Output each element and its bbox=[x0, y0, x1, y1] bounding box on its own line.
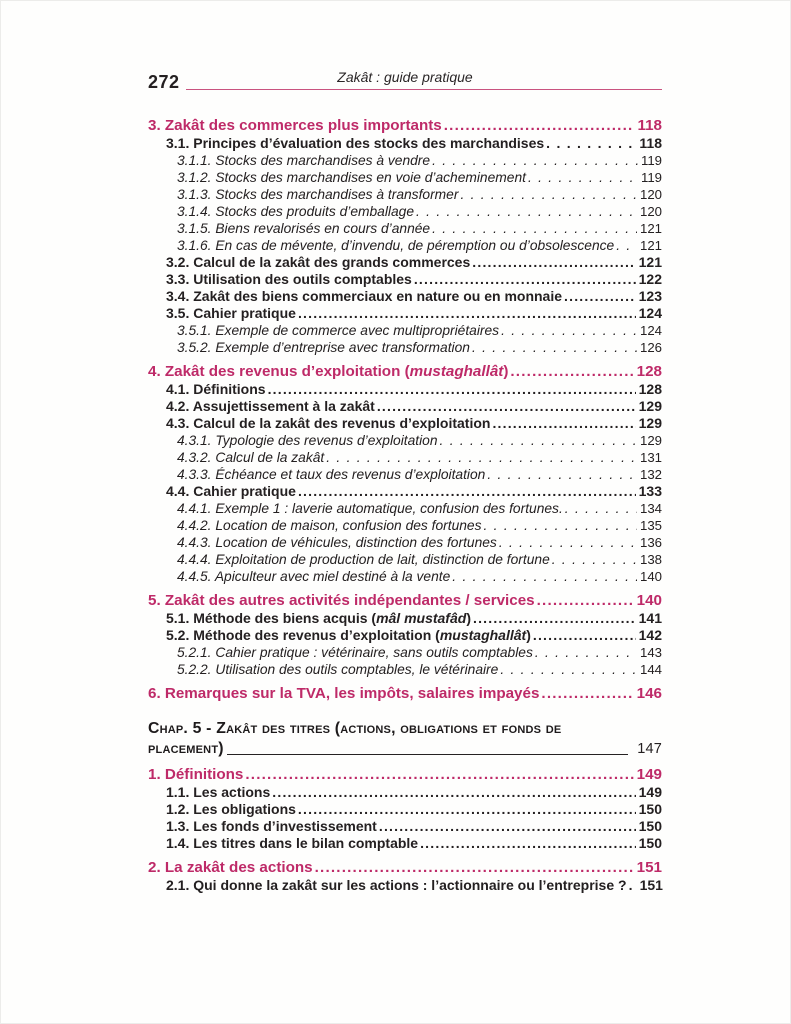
chapter-heading-label: placement) bbox=[148, 740, 224, 757]
toc-entry-label bbox=[166, 135, 544, 152]
toc-entry-page: 128 bbox=[636, 363, 662, 380]
toc-entry-label bbox=[166, 784, 270, 801]
toc-entry-page: 123 bbox=[638, 288, 662, 304]
toc-entry-page: 118 bbox=[637, 117, 662, 134]
toc-entry-label bbox=[166, 271, 412, 288]
toc-entry-page: 119 bbox=[640, 153, 662, 168]
toc-entry-label bbox=[166, 305, 296, 322]
dot-leader bbox=[616, 237, 637, 254]
dot-leader bbox=[472, 254, 635, 271]
toc-entry-label bbox=[177, 449, 324, 466]
toc-entry-text: 4.4. Cahier pratique bbox=[166, 483, 296, 499]
toc-entry-label bbox=[166, 610, 471, 627]
toc-entry-page: 138 bbox=[639, 552, 662, 567]
toc-entry bbox=[148, 288, 662, 305]
toc-entry-text: 3.1.5. Biens revalorisés en cours d’année bbox=[177, 221, 431, 236]
toc-entry bbox=[148, 186, 662, 203]
toc-entry bbox=[148, 237, 662, 254]
toc-entry-text: 4.3.2. Calcul de la zakât bbox=[177, 450, 325, 465]
dot-leader bbox=[440, 432, 637, 449]
toc-entry-page: 120 bbox=[639, 204, 662, 219]
toc-entry-italic-term: mustaghallât bbox=[409, 363, 504, 380]
toc-entry-text: 4.3.3. Échéance et taux des revenus d’exploitation bbox=[177, 467, 486, 482]
toc-entry-page: 129 bbox=[639, 433, 662, 448]
toc-entry bbox=[148, 877, 662, 894]
toc-entry-label bbox=[148, 116, 442, 135]
toc-entry-label bbox=[166, 483, 296, 500]
toc-entry-text: 4. Zakât des revenus d’exploitation ( bbox=[148, 363, 410, 380]
toc-entry-label bbox=[177, 169, 526, 186]
dot-leader bbox=[377, 398, 636, 415]
dot-leader bbox=[326, 449, 637, 466]
toc-entry-text: 1.4. Les titres dans le bilan comptable bbox=[166, 835, 419, 851]
toc-entry-text: 5.2. Méthode des revenus d’exploitation ( bbox=[166, 627, 440, 643]
toc-entry-page: 146 bbox=[636, 685, 662, 702]
toc-entry-page: 121 bbox=[639, 221, 662, 236]
toc-entry bbox=[148, 534, 662, 551]
toc-entry bbox=[148, 220, 662, 237]
toc-entry-text: 3. Zakât des commerces plus importants bbox=[148, 117, 442, 134]
toc-entry-label bbox=[166, 398, 375, 415]
toc-entry-label bbox=[177, 237, 614, 254]
toc-entry-text: 5.1. Méthode des biens acquis ( bbox=[166, 610, 377, 626]
toc-entry-label bbox=[177, 500, 563, 517]
toc-entry bbox=[148, 135, 662, 152]
toc-entry-label bbox=[166, 627, 531, 644]
dot-leader bbox=[629, 877, 637, 894]
dot-leader bbox=[315, 858, 634, 877]
dot-leader bbox=[533, 627, 636, 644]
toc-entry bbox=[148, 432, 662, 449]
toc-entry-text: 4.4.5. Apiculteur avec miel destiné à la vente bbox=[177, 569, 451, 584]
toc-entry-page: 131 bbox=[639, 450, 662, 465]
toc-entry-page: 133 bbox=[638, 483, 662, 499]
toc-entry-label bbox=[148, 362, 508, 381]
dot-leader bbox=[552, 551, 637, 568]
toc-entry bbox=[148, 305, 662, 322]
toc-entry-label bbox=[177, 203, 414, 220]
toc-entry-page: 136 bbox=[639, 535, 662, 550]
toc-entry-label bbox=[148, 684, 539, 703]
toc-entry-page: 129 bbox=[638, 415, 662, 431]
dot-leader bbox=[537, 591, 634, 610]
dot-leader bbox=[432, 152, 638, 169]
toc-entry-label bbox=[148, 765, 243, 784]
toc-entry-text: 3.5. Cahier pratique bbox=[166, 305, 296, 321]
toc-entry-page: 150 bbox=[638, 801, 662, 817]
dot-leader bbox=[268, 381, 636, 398]
toc-entry-page: 144 bbox=[639, 662, 662, 677]
toc-entry-page: 124 bbox=[638, 305, 662, 321]
toc-entry-text: 3.4. Zakât des biens commerciaux en nature ou en monnaie bbox=[166, 288, 563, 304]
toc-entry bbox=[148, 271, 662, 288]
toc-entry-label bbox=[177, 517, 482, 534]
toc-entry-label bbox=[177, 644, 533, 661]
dot-leader bbox=[452, 568, 637, 585]
dot-leader bbox=[492, 415, 635, 432]
toc-entry-text: 6. Remarques sur la TVA, les impôts, salaires impayés bbox=[148, 685, 540, 702]
dot-leader bbox=[298, 305, 636, 322]
dot-leader bbox=[528, 169, 638, 186]
toc-entry bbox=[148, 116, 662, 135]
toc-entry bbox=[148, 500, 662, 517]
toc-entry-text-after: ) bbox=[466, 610, 471, 626]
dot-leader bbox=[379, 818, 636, 835]
toc-entry-page: 129 bbox=[638, 398, 662, 414]
dot-leader bbox=[245, 765, 633, 784]
toc-entry-page: 120 bbox=[639, 187, 662, 202]
toc-entry-text: 3.5.1. Exemple de commerce avec multipropriétaires bbox=[177, 323, 500, 338]
toc-entry-label bbox=[177, 152, 430, 169]
toc-entry-text: 1.2. Les obligations bbox=[166, 801, 296, 817]
table-of-contents bbox=[148, 110, 662, 894]
toc-entry bbox=[148, 415, 662, 432]
toc-entry-text: 5.2.1. Cahier pratique : vétérinaire, sans outils comptables bbox=[177, 645, 533, 660]
dot-leader bbox=[420, 835, 636, 852]
dot-leader bbox=[546, 135, 636, 152]
toc-entry-text: 1.3. Les fonds d’investissement bbox=[166, 818, 377, 834]
toc-entry bbox=[148, 627, 662, 644]
toc-entry-page: 121 bbox=[638, 254, 662, 270]
toc-entry-label bbox=[148, 591, 535, 610]
toc-entry-page: 147 bbox=[637, 741, 662, 757]
toc-entry-text: 5. Zakât des autres activités indépendantes / services bbox=[148, 592, 535, 609]
toc-entry-text: 3.3. Utilisation des outils comptables bbox=[166, 271, 412, 287]
toc-entry-page: 141 bbox=[638, 610, 662, 626]
toc-entry-text: 3.1. Principes d’évaluation des stocks des marchandises bbox=[166, 135, 545, 151]
toc-entry-page: 140 bbox=[639, 569, 662, 584]
toc-entry bbox=[148, 818, 662, 835]
toc-entry bbox=[148, 398, 662, 415]
toc-entry-label bbox=[166, 415, 490, 432]
toc-entry-page: 119 bbox=[640, 170, 662, 185]
toc-entry bbox=[148, 835, 662, 852]
dot-leader bbox=[414, 271, 636, 288]
toc-entry-text: 1. Définitions bbox=[148, 766, 244, 783]
toc-entry-page: 121 bbox=[639, 238, 662, 253]
toc-entry-page: 122 bbox=[638, 271, 662, 287]
toc-entry-text: 3.5.2. Exemple d’entreprise avec transformation bbox=[177, 340, 470, 355]
toc-entry-label bbox=[148, 858, 313, 877]
toc-entry bbox=[148, 483, 662, 500]
toc-entry bbox=[148, 784, 662, 801]
dot-leader bbox=[298, 801, 636, 818]
toc-entry bbox=[148, 466, 662, 483]
toc-entry-page: 135 bbox=[639, 518, 662, 533]
toc-entry bbox=[148, 551, 662, 568]
toc-entry bbox=[148, 203, 662, 220]
toc-entry-italic-term: mustaghallât bbox=[439, 627, 527, 643]
toc-entry-label bbox=[166, 835, 418, 852]
toc-entry-text: 1.1. Les actions bbox=[166, 784, 271, 800]
toc-entry-page: 140 bbox=[636, 592, 662, 609]
toc-entry-label bbox=[166, 801, 296, 818]
toc-entry bbox=[148, 610, 662, 627]
toc-entry-page: 149 bbox=[638, 784, 662, 800]
toc-entry-italic-term: mâl mustafâd bbox=[376, 610, 467, 626]
toc-entry-text: 3.2. Calcul de la zakât des grands commerces bbox=[166, 254, 471, 270]
dot-leader bbox=[499, 534, 637, 551]
toc-entry-page: 134 bbox=[639, 501, 662, 516]
toc-entry-text: 2. La zakât des actions bbox=[148, 859, 313, 876]
toc-entry bbox=[148, 381, 662, 398]
toc-entry-page: 151 bbox=[639, 877, 663, 893]
toc-entry-text: 2.1. Qui donne la zakât sur les actions : l’actionnaire ou l’entreprise ? bbox=[166, 877, 627, 893]
page-number: 272 bbox=[148, 72, 180, 92]
toc-entry-page: 143 bbox=[639, 645, 662, 660]
dot-leader bbox=[535, 644, 637, 661]
dot-leader bbox=[298, 483, 636, 500]
toc-entry-text: 3.1.1. Stocks des marchandises à vendre bbox=[177, 153, 431, 168]
toc-entry-page: 126 bbox=[639, 340, 662, 355]
chapter-heading bbox=[148, 719, 662, 759]
toc-entry bbox=[148, 661, 662, 678]
toc-entry-label bbox=[177, 220, 430, 237]
toc-entry-page: 150 bbox=[638, 818, 662, 834]
toc-entry-page: 151 bbox=[636, 859, 662, 876]
toc-entry bbox=[148, 644, 662, 661]
toc-entry-label bbox=[177, 661, 498, 678]
toc-entry-text: 4.4.1. Exemple 1 : laverie automatique, confusion des fortunes. bbox=[177, 501, 563, 516]
toc-entry-page: 132 bbox=[639, 467, 662, 482]
toc-entry-page: 128 bbox=[638, 381, 662, 397]
toc-entry-page: 149 bbox=[636, 766, 662, 783]
dot-leader bbox=[510, 362, 633, 381]
chapter-heading-line1: Chap. 5 - Zakât des titres (actions, obligations et fonds de bbox=[148, 720, 562, 737]
dot-leader bbox=[501, 322, 637, 339]
toc-entry-label bbox=[177, 339, 470, 356]
toc-entry bbox=[148, 801, 662, 818]
toc-entry-text: 3.1.6. En cas de mévente, d’invendu, de péremption ou d’obsolescence bbox=[177, 238, 615, 253]
toc-entry-label bbox=[166, 877, 627, 894]
toc-entry-text: 4.1. Définitions bbox=[166, 381, 266, 397]
chapter-heading-line2 bbox=[148, 739, 662, 759]
toc-entry bbox=[148, 362, 662, 381]
toc-entry bbox=[148, 568, 662, 585]
toc-entry-text-after: ) bbox=[503, 363, 509, 380]
toc-entry bbox=[148, 517, 662, 534]
dot-leader bbox=[564, 288, 636, 305]
page-header bbox=[148, 68, 662, 94]
toc-entry-page: 124 bbox=[639, 323, 662, 338]
toc-entry bbox=[148, 169, 662, 186]
dot-leader bbox=[472, 339, 637, 356]
toc-entry bbox=[148, 591, 662, 610]
toc-entry-label bbox=[177, 432, 438, 449]
toc-entry-text: 3.1.2. Stocks des marchandises en voie d’acheminement bbox=[177, 170, 526, 185]
dot-leader bbox=[484, 517, 637, 534]
toc-entry-label bbox=[177, 534, 497, 551]
dot-leader bbox=[460, 186, 637, 203]
running-title: Zakât : guide pratique bbox=[337, 69, 473, 85]
toc-entry-label bbox=[166, 818, 377, 835]
toc-entry-label bbox=[177, 466, 485, 483]
toc-entry-text: 4.2. Assujettissement à la zakât bbox=[166, 398, 375, 414]
toc-entry bbox=[148, 765, 662, 784]
toc-entry-text: 4.4.3. Location de véhicules, distinction des fortunes bbox=[177, 535, 497, 550]
toc-entry bbox=[148, 684, 662, 703]
toc-entry-page: 142 bbox=[638, 627, 662, 643]
dot-leader bbox=[565, 500, 637, 517]
toc-entry-label bbox=[177, 568, 450, 585]
toc-entry-text: 3.1.4. Stocks des produits d’emballage bbox=[177, 204, 414, 219]
toc-entry-text: 4.4.4. Exploitation de production de lait, distinction de fortune bbox=[177, 552, 550, 567]
toc-entry-page: 150 bbox=[638, 835, 662, 851]
dot-leader bbox=[487, 466, 637, 483]
toc-entry-text: 4.3.1. Typologie des revenus d’exploitation bbox=[177, 433, 438, 448]
dot-leader bbox=[473, 610, 636, 627]
toc-entry bbox=[148, 254, 662, 271]
toc-entry-label bbox=[166, 254, 470, 271]
underscore-leader bbox=[227, 752, 628, 755]
toc-entry bbox=[148, 339, 662, 356]
toc-entry-label bbox=[166, 381, 266, 398]
toc-entry-text: 5.2.2. Utilisation des outils comptables, le vétérinaire bbox=[177, 662, 499, 677]
dot-leader bbox=[444, 116, 635, 135]
toc-entry-label bbox=[166, 288, 562, 305]
dot-leader bbox=[416, 203, 637, 220]
toc-entry-text: 4.4.2. Location de maison, confusion des fortunes bbox=[177, 518, 482, 533]
dot-leader bbox=[541, 684, 633, 703]
header-rule bbox=[186, 89, 662, 90]
toc-entry-label bbox=[177, 551, 550, 568]
toc-entry bbox=[148, 449, 662, 466]
toc-entry bbox=[148, 152, 662, 169]
toc-entry bbox=[148, 858, 662, 877]
toc-entry-text-after: ) bbox=[526, 627, 531, 643]
toc-entry-text: 4.3. Calcul de la zakât des revenus d’exploitation bbox=[166, 415, 491, 431]
dot-leader bbox=[500, 661, 637, 678]
dot-leader bbox=[272, 784, 635, 801]
dot-leader bbox=[432, 220, 637, 237]
toc-entry-text: 3.1.3. Stocks des marchandises à transformer bbox=[177, 187, 459, 202]
toc-entry-label bbox=[177, 322, 499, 339]
toc-entry-page: 118 bbox=[639, 135, 662, 151]
toc-entry-label bbox=[177, 186, 458, 203]
toc-entry bbox=[148, 322, 662, 339]
